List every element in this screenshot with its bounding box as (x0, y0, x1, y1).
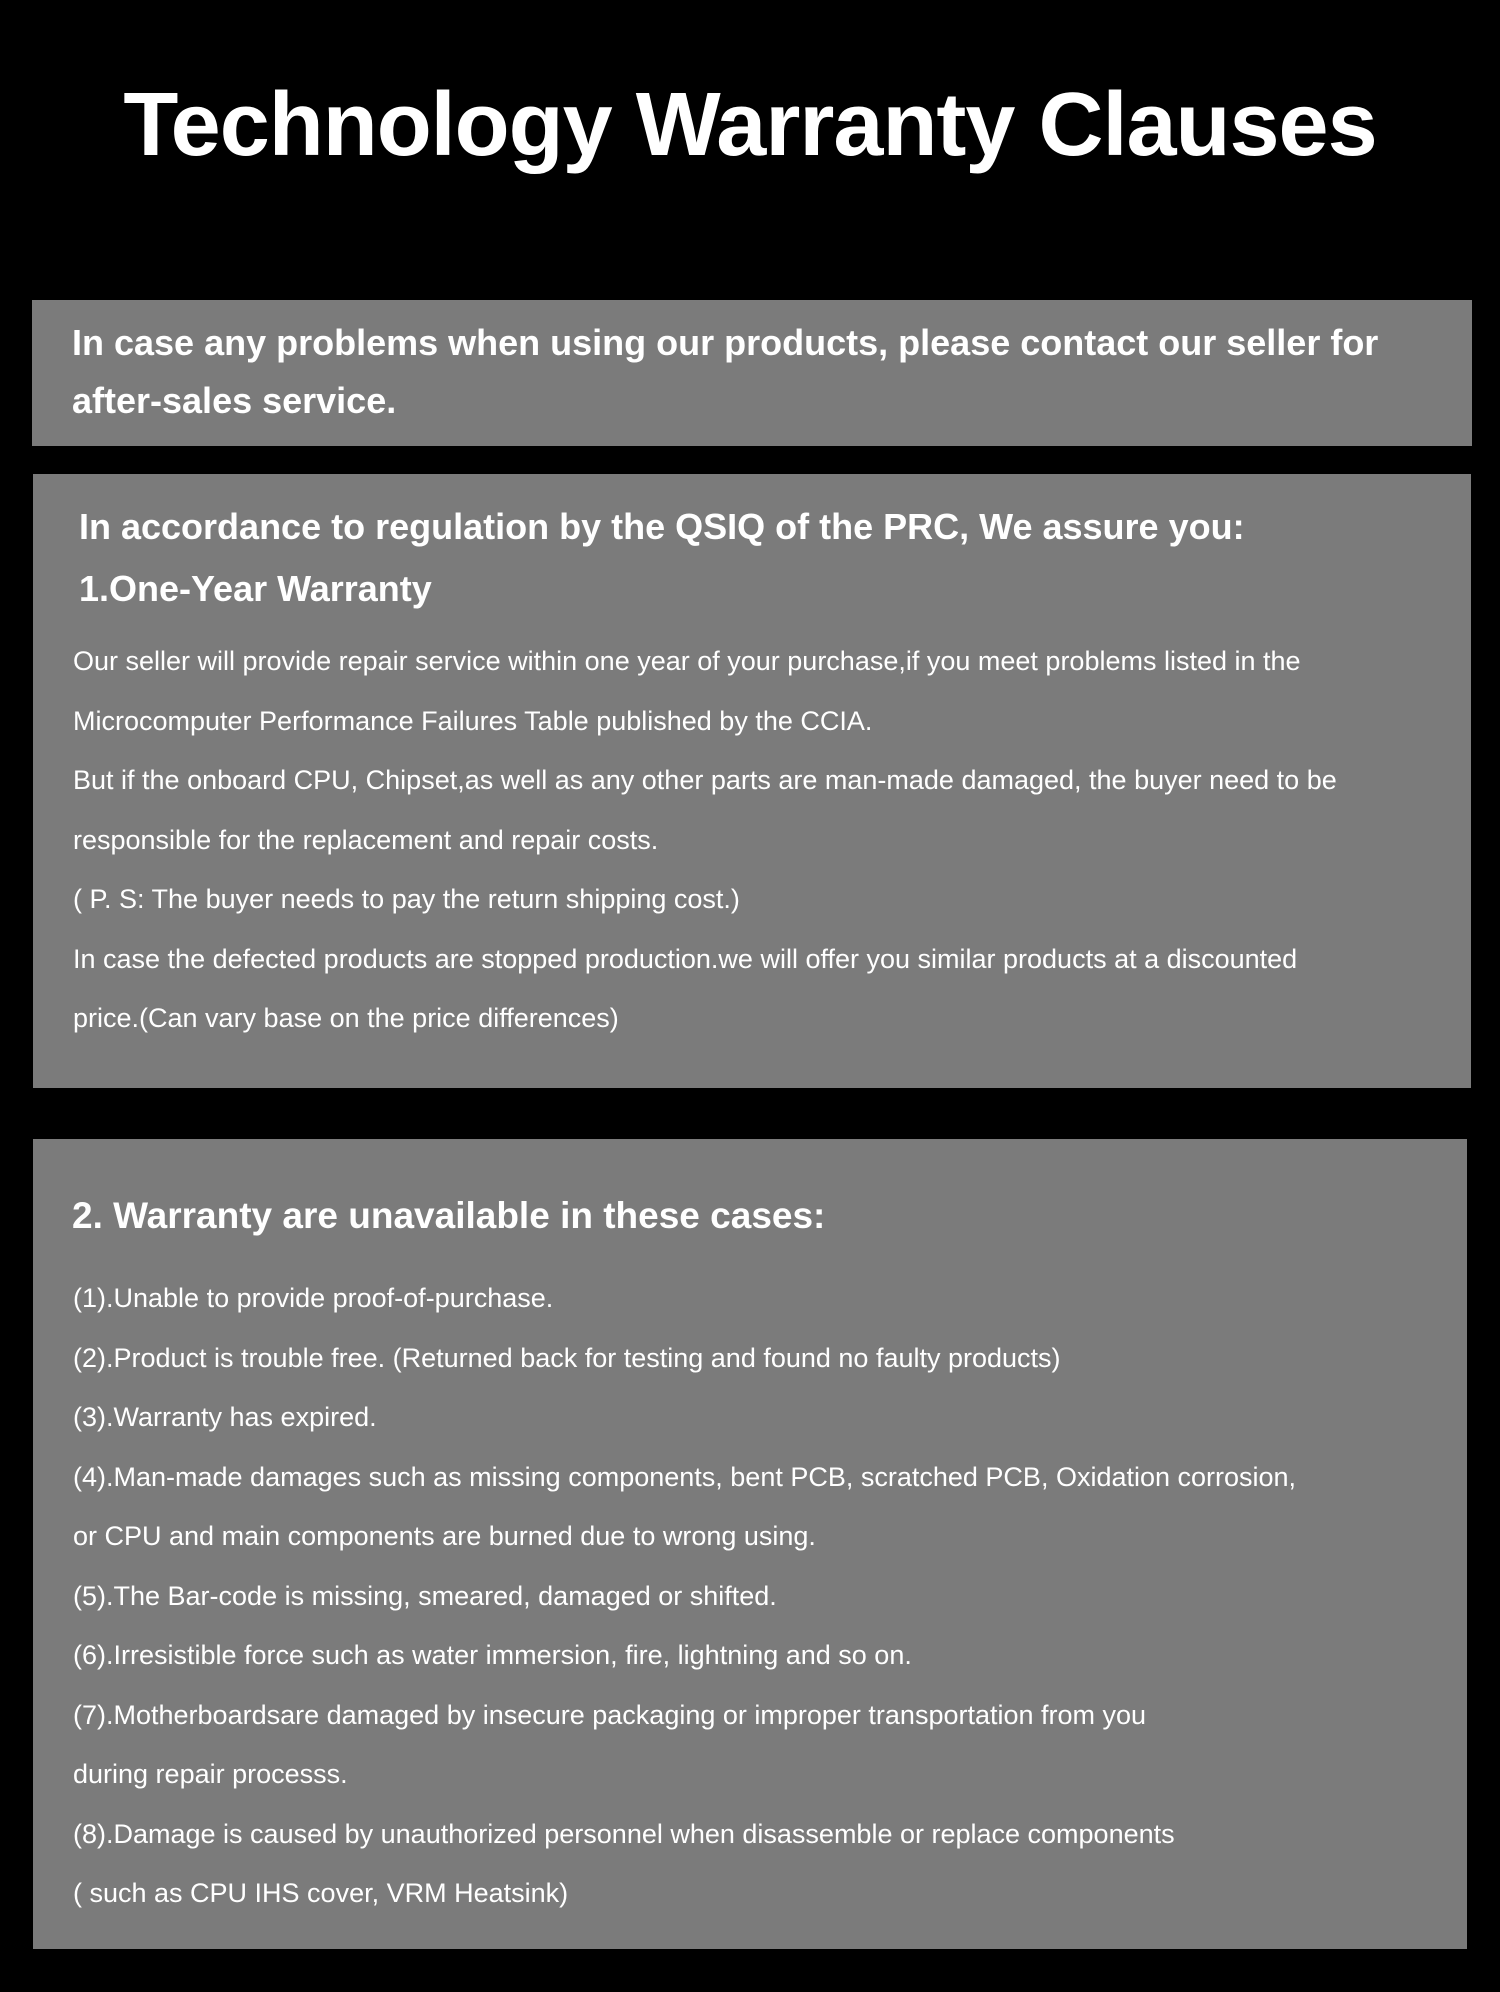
exclusions-list (73, 1269, 1467, 1924)
page-title: Technology Warranty Clauses (123, 75, 1377, 175)
exclusions-heading: 2. Warranty are unavailable in these cases: (72, 1195, 826, 1236)
warranty-line: Microcomputer Performance Failures Table published by the CCIA. (73, 705, 873, 736)
warranty-terms (73, 632, 1471, 1049)
exclusion-item: (1).Unable to provide proof-of-purchase. (73, 1283, 554, 1313)
exclusion-item-continued: or CPU and main components are burned due to wrong using. (73, 1521, 816, 1551)
exclusion-item: (6).Irresistible force such as water immersion, fire, lightning and so on. (73, 1640, 912, 1670)
contact-notice: In case any problems when using our products, please contact our seller for after-sales service. (72, 322, 1379, 421)
warranty-line: Our seller will provide repair service within one year of your purchase,if you meet problems listed in the (73, 646, 1301, 676)
exclusion-item: (3).Warranty has expired. (73, 1402, 377, 1432)
warranty-line: responsible for the replacement and repair costs. (73, 824, 659, 855)
exclusion-item: (8).Damage is caused by unauthorized personnel when disassemble or replace components (73, 1818, 1175, 1849)
exclusion-item: (7).Motherboardsare damaged by insecure packaging or improper transportation from you (73, 1699, 1147, 1730)
warranty-heading: 1.One-Year Warranty (79, 568, 432, 609)
exclusions-panel (33, 1139, 1467, 1949)
warranty-panel (33, 474, 1471, 1088)
warranty-intro: In accordance to regulation by the QSIQ of the PRC, We assure you: (79, 506, 1245, 547)
exclusion-item-continued: ( such as CPU IHS cover, VRM Heatsink) (73, 1878, 569, 1908)
exclusion-item-continued: during repair processs. (73, 1759, 348, 1789)
exclusion-item: (5).The Bar-code is missing, smeared, damaged or shifted. (73, 1580, 777, 1611)
contact-panel (32, 300, 1472, 446)
warranty-line: ( P. S: The buyer needs to pay the return shipping cost.) (73, 884, 740, 914)
exclusion-item: (2).Product is trouble free. (Returned back for testing and found no faulty products) (73, 1342, 1061, 1373)
warranty-line: price.(Can vary base on the price differences) (73, 1003, 619, 1033)
warranty-line: But if the onboard CPU, Chipset,as well as any other parts are man-made damaged, the buyer need to be (73, 765, 1337, 795)
exclusion-item: (4).Man-made damages such as missing components, bent PCB, scratched PCB, Oxidation corrosion, (73, 1461, 1297, 1492)
warranty-line: In case the defected products are stopped production.we will offer you similar products at a discounted (73, 943, 1298, 974)
